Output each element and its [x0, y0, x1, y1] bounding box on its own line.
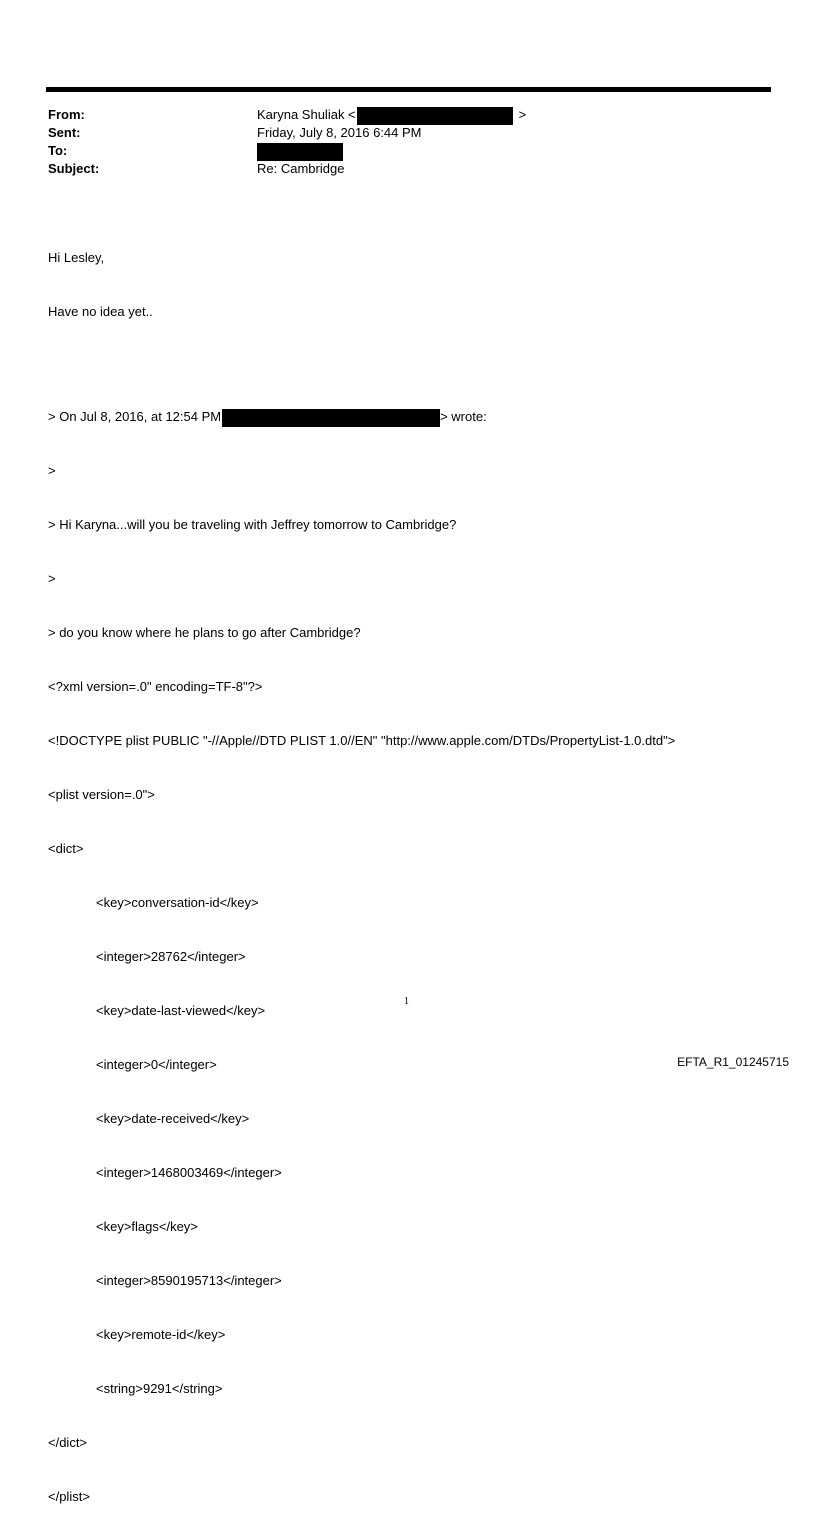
subject-label: Subject:	[48, 161, 100, 176]
from-row	[48, 106, 748, 124]
to-label: To:	[48, 143, 68, 158]
redaction-bar	[257, 143, 343, 161]
plist-entry: <integer>8590195713</integer>	[96, 1273, 282, 1288]
plist-open-tag: <plist version=.0">	[48, 787, 155, 802]
plist-close-tag: </plist>	[48, 1489, 90, 1504]
email-body	[48, 213, 768, 1524]
quote-blank: >	[48, 571, 56, 586]
quote-line: > Hi Karyna...will you be traveling with Jeffrey tomorrow to Cambridge?	[48, 517, 457, 532]
quote-line: > do you know where he plans to go after Cambridge?	[48, 625, 361, 640]
sent-value: Friday, July 8, 2016 6:44 PM	[257, 125, 422, 140]
quote-intro-suffix: > wrote:	[440, 409, 487, 424]
plist-entry: <integer>1468003469</integer>	[96, 1165, 282, 1180]
quote-intro	[48, 408, 768, 426]
plist-entry: <key>flags</key>	[96, 1219, 198, 1234]
plist-entry: <integer>0</integer>	[96, 1057, 217, 1072]
sent-label: Sent:	[48, 125, 81, 140]
subject-row	[48, 160, 748, 178]
plist-doctype: <!DOCTYPE plist PUBLIC "-//Apple//DTD PLIST 1.0//EN" "http://www.apple.com/DTDs/PropertyList-1.0.dtd">	[48, 733, 676, 748]
plist-entry: <string>9291</string>	[96, 1381, 223, 1396]
plist-entry: <integer>28762</integer>	[96, 949, 246, 964]
from-close: >	[518, 107, 527, 122]
sent-row	[48, 124, 748, 142]
redaction-bar	[222, 409, 440, 427]
from-name: Karyna Shuliak <	[257, 107, 356, 122]
redaction-bar	[357, 107, 513, 125]
plist-entry: <key>date-received</key>	[96, 1111, 250, 1126]
dict-close-tag: </dict>	[48, 1435, 88, 1450]
to-row	[48, 142, 748, 160]
bates-number: EFTA_R1_01245715	[677, 1055, 789, 1069]
quote-intro-prefix: > On Jul 8, 2016, at 12:54 PM	[48, 409, 222, 424]
email-header	[48, 106, 748, 178]
plist-entry: <key>remote-id</key>	[96, 1327, 226, 1342]
from-label: From:	[48, 107, 85, 122]
from-value	[257, 106, 526, 125]
quote-blank: >	[48, 463, 56, 478]
plist-entry: <key>date-last-viewed</key>	[96, 1003, 266, 1018]
plist-xml-declaration: <?xml version=.0" encoding=TF-8"?>	[48, 679, 263, 694]
greeting: Hi Lesley,	[48, 250, 105, 265]
page-number: 1	[404, 996, 409, 1007]
plist-entry: <key>conversation-id</key>	[96, 895, 259, 910]
spacer	[48, 357, 768, 372]
dict-open-tag: <dict>	[48, 841, 84, 856]
header-rule	[46, 87, 771, 92]
reply-text: Have no idea yet..	[48, 304, 153, 319]
subject-value: Re: Cambridge	[257, 161, 345, 176]
to-value	[257, 142, 343, 161]
